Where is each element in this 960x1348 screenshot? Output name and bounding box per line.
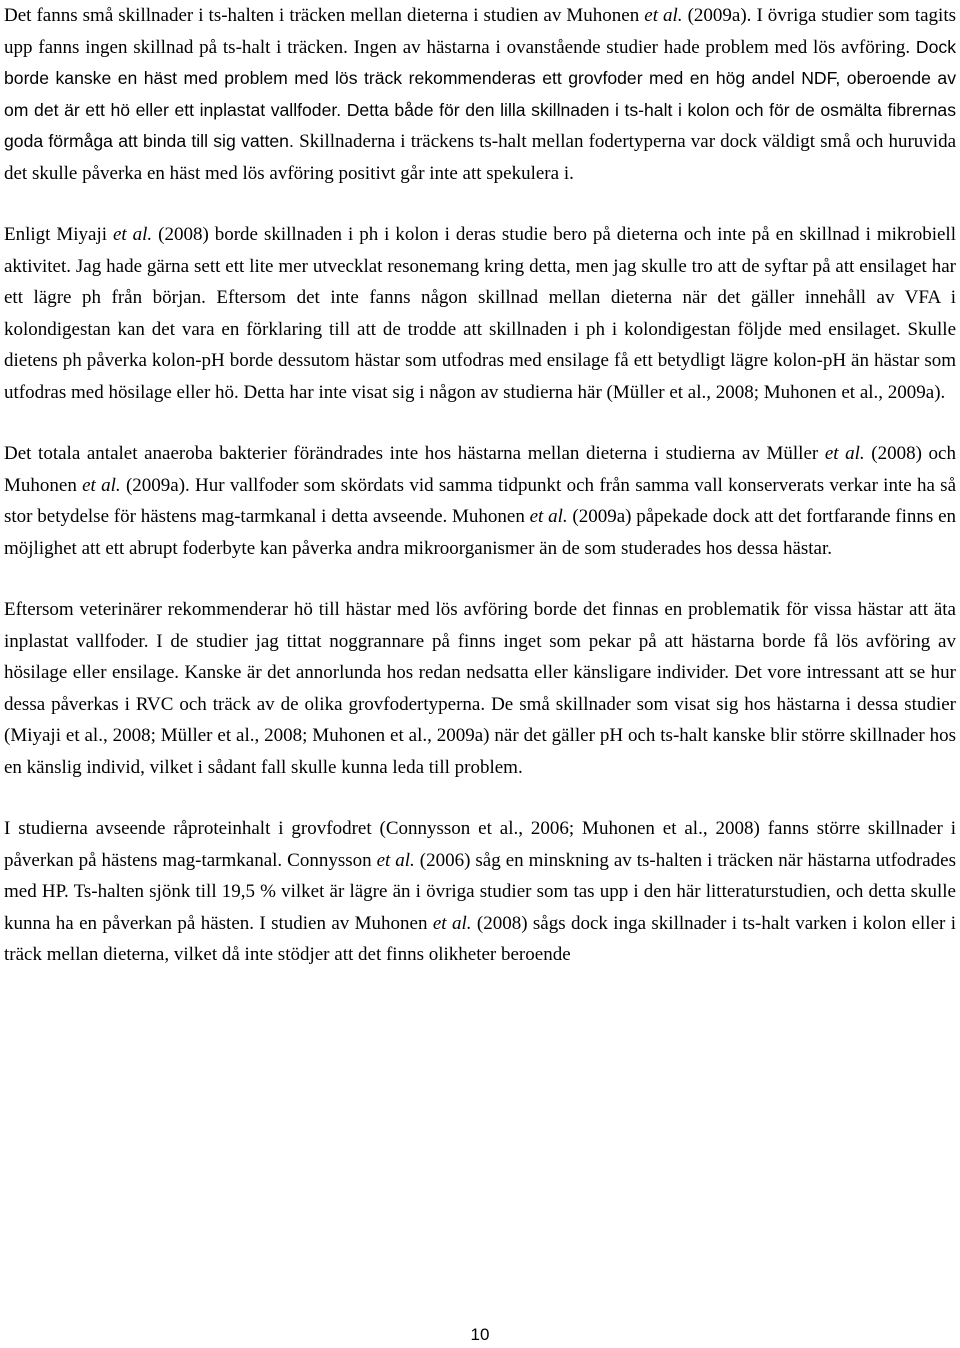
text-run: (2008) borde skillnaden i ph i kolon i deras studie bero på dieterna och inte på en skillnad i mikrobiell aktivitet. Jag hade gärna sett ett lite mer utvecklat resonemang kring detta, men jag skulle tro att de syftar på att ensilaget har ett lägre ph från början. Eftersom det inte fanns någon skillnad mellan dieterna när det gäller innehåll av VFA i kolondigestan kan det vara en förklaring till att de trodde att skillnaden i ph i kolondigestan följde med ensilaget. Skulle dietens ph påverka kolon-pH borde dessutom hästar som utfodras med ensilage få ett betydligt lägre kolon-pH än hästar som utfodras med hösilage eller hö. Detta har inte visat sig i någon av studierna här (Müller et al., 2008; Muhonen et al., 2009a). [4,224,956,403]
italic-text: et al. [82,474,121,496]
text-run: (2009a) påpekade dock att det fortfarande finns en möjlighet att ett abrupt foderbyte kan påverka andra mikroorganismer än de som studerades hos dessa hästar. [4,506,956,559]
italic-text: et al. [644,5,683,26]
text-run: (2006) såg en minskning av ts-halten i träcken när hästarna utfodrades med HP. Ts-halten sjönk till 19,5 % vilket är lägre än i övriga studier som tas upp i den här litteraturstudien, och detta skulle kunna ha en påverkan på hästen. I studien av Muhonen [4,849,956,934]
page-number: 10 [470,1325,490,1344]
paragraph-veterinary-recommendation [4,594,956,783]
paragraph-fecal-dry-matter [4,0,956,189]
text-run: (2009a). I övriga studier som tagits upp fanns ingen skillnad på ts-halt i träcken. Ingen av hästarna i ovanstående studier hade problem med lös avföring. [4,5,956,58]
italic-text: et al. [824,443,865,464]
text-run: I studierna avseende råproteinhalt i grovfodret (Connysson et al., 2006; Muhonen et al., 2008) fanns större skillnader i påverkan på hästens mag-tarmkanal. Connysson [4,818,956,871]
italic-text: et al. [529,506,568,527]
text-run: Dock borde kanske en häst med problem med lös träck rekommenderas ett grovfoder med en hög andel NDF, oberoende av om det är ett hö eller ett inplastat vallfoder. Detta både för den lilla skillnaden i ts-halt i kolon och för de osmälta fibrernas goda förmåga att binda till sig vatten. [4,36,956,151]
document-page [4,0,956,971]
paragraph-anaerobic-bacteria [4,438,956,564]
italic-text: et al. [376,849,415,871]
paragraph-crude-protein [4,813,956,971]
text-run: Eftersom veterinärer rekommenderar hö till hästar med lös avföring borde det finnas en problematik för vissa hästar att äta inplastat vallfoder. I de studier jag tittat noggrannare på finns inget som pekar på att hästarna borde få lös avföring av hösilage eller ensilage. Kanske är det annorlunda hos redan nedsatta eller känsligare individer. Det vore intressant att se hur dessa påverkas i RVC och träck av de olika grovfodertyperna. De små skillnader som visat sig hos hästarna i dessa studier (Miyaji et al., 2008; Müller et al., 2008; Muhonen et al., 2009a) när det gäller pH och ts-halt kanske blir större skillnader hos en känslig individ, vilket i sådant fall skulle kunna leda till problem. [4,599,956,778]
italic-text: et al. [113,224,153,245]
text-run: Enligt Miyaji [4,224,113,245]
text-run: Det totala antalet anaeroba bakterier förändrades inte hos hästarna mellan dieterna i studierna av Müller [4,443,825,464]
italic-text: et al. [432,912,472,934]
text-run: Skillnaderna i träckens ts-halt mellan fodertyperna var dock väldigt små och huruvida det skulle påverka en häst med lös avföring positivt går inte att spekulera i. [4,131,956,184]
paragraph-colon-ph [4,219,956,408]
text-run: Det fanns små skillnader i ts-halten i träcken mellan dieterna i studien av Muhonen [4,5,645,26]
text-run: (2009a). Hur vallfoder som skördats vid samma tidpunkt och från samma vall konserverats verkar inte ha så stor betydelse för hästens mag-tarmkanal i detta avseende. Muhonen [4,474,956,527]
text-run: (2008) sågs dock inga skillnader i ts-halt varken i kolon eller i träck mellan dieterna, vilket då inte stödjer att det finns olikheter beroende [4,912,956,965]
text-run: (2008) och Muhonen [4,443,956,496]
